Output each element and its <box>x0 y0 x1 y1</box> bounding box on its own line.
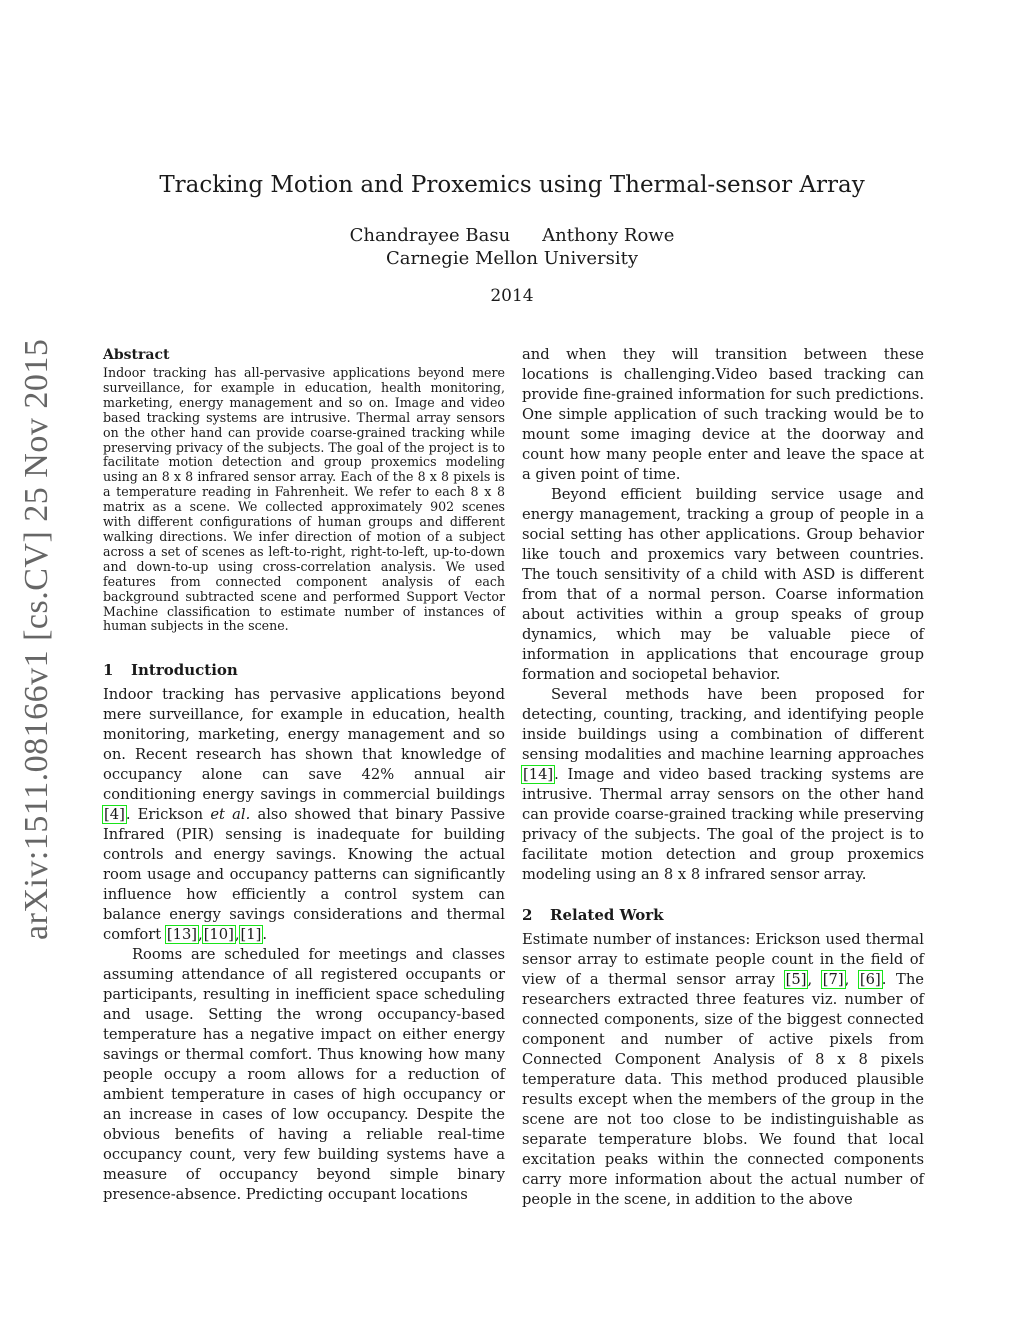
paragraph-text: Estimate number of instances: Erickson used thermal sensor array to estimate people count in the field of view of a thermal sensor array <box>522 931 924 988</box>
author-2: Anthony Rowe <box>542 225 675 246</box>
paragraph-text: . Image and video based tracking systems are intrusive. Thermal array sensors on the other hand can provide coarse-grained tracking while preserving privacy of the subjects. The goal of the project is to facilitate motion detection and group proxemics modeling using an 8 x 8 infrared sensor array. <box>522 766 924 883</box>
author-1: Chandrayee Basu <box>349 225 511 246</box>
introduction-paragraph-1 <box>103 685 505 945</box>
abstract-section <box>103 346 505 634</box>
paragraph-text: also showed that binary Passive Infrared (PIR) sensing is inadequate for building controls and energy savings. Knowing the actual room usage and occupancy patterns can significantly influence how efficiently a control system can balance energy savings considerations and thermal comfort <box>103 806 506 943</box>
separator: , <box>234 926 240 943</box>
section-number: 2 <box>522 906 533 924</box>
paragraph-text: . Erickson <box>125 806 211 823</box>
author-block <box>0 224 1024 270</box>
citation-link[interactable]: [13] <box>166 926 198 943</box>
affiliation: Carnegie Mellon University <box>385 248 639 269</box>
paper-title: Tracking Motion and Proxemics using Thermal-sensor Array <box>159 172 865 198</box>
et-al-text: et al. <box>210 806 251 823</box>
separator: , <box>198 926 203 943</box>
right-paragraph-2 <box>522 485 924 685</box>
author-names <box>0 224 1024 247</box>
paragraph-text: and when they will transition between these locations is challenging.Video based tracking can provide fine-grained information for such predictions. One simple application of such tracking would be to mount some imaging device at the doorway and count how many people enter and leave the space at a given point of time. <box>522 346 924 483</box>
citation-link[interactable]: [4] <box>104 806 125 823</box>
right-paragraph-3 <box>522 685 924 885</box>
paragraph-text: . The researchers extracted three features viz. number of connected components, size of the biggest connected component and number of active pixels from Connected Component Analysis of 8 x 8 pixels temperature data. This method produced plausible results except when the members of the group in the scene are not too close to be indistinguishable as separate temperature blobs. We found that local excitation peaks within the connected components carry more information about the actual number of people in the scene, in addition to the above <box>522 971 924 1208</box>
section-title: Introduction <box>131 661 238 679</box>
right-paragraph-1 <box>522 345 924 485</box>
citation-link[interactable]: [5] <box>785 971 807 988</box>
citation-link[interactable]: [1] <box>240 926 262 943</box>
abstract-heading: Abstract <box>103 347 170 363</box>
arxiv-identifier-stamp: arXiv:1511.08166v1 [cs.CV] 25 Nov 2015 <box>18 338 55 940</box>
citation-link[interactable]: [14] <box>523 766 554 783</box>
related-work-heading <box>522 906 664 924</box>
separator: , <box>844 971 859 988</box>
section-title: Related Work <box>550 906 664 924</box>
citation-link[interactable]: [6] <box>859 971 881 988</box>
abstract-text: Indoor tracking has all-pervasive applications beyond mere surveillance, for example in education, health monitoring, marketing, energy management and so on. Image and video based tracking systems are intrusive. Thermal array sensors on the other hand can provide coarse-grained tracking while preserving privacy of the subjects. The goal of the project is to facilitate motion detection and group proxemics modeling using an 8 x 8 infrared sensor array. Each of the 8 x 8 pixels is a temperature reading in Fahrenheit. We refer to each 8 x 8 matrix as a scene. We collected approximately 902 scenes with different configurations of human groups and different walking directions. We infer direction of motion of a subject across a set of scenes as left-to-right, right-to-left, up-to-down and down-to-up using cross-correlation analysis. We used features from connected component analysis of each background subtracted scene and performed Support Vector Machine classification to estimate number of instances of human subjects in the scene. <box>103 365 505 634</box>
publication-year: 2014 <box>490 286 534 306</box>
related-work-paragraph <box>522 930 924 1210</box>
citation-link[interactable]: [10] <box>203 926 234 943</box>
introduction-heading <box>103 661 238 679</box>
section-number: 1 <box>103 661 114 679</box>
paragraph-text: Rooms are scheduled for meetings and classes assuming attendance of all registered occupants or participants, resulting in inefficient space scheduling and usage. Setting the wrong occupancy-based temperature has a negative impact on either energy savings or thermal comfort. Thus knowing how many people occupy a room allows for a reduction of ambient temperature in cases of high occupancy or an increase in cases of low occupancy. Despite the obvious benefits of having a reliable real-time occupancy count, very few building systems have a measure of occupancy beyond simple binary presence-absence. Predicting occupant locations <box>103 946 505 1203</box>
introduction-paragraph-2 <box>103 945 505 1205</box>
separator: . <box>262 926 268 943</box>
paragraph-text: Several methods have been proposed for detecting, counting, tracking, and identifying people inside buildings using a combination of different sensing modalities and machine learning approaches <box>522 686 924 763</box>
citation-link[interactable]: [7] <box>822 971 844 988</box>
separator: , <box>807 971 822 988</box>
paragraph-text: Indoor tracking has pervasive applications beyond mere surveillance, for example in education, health monitoring, marketing, energy management and so on. Recent research has shown that knowledge of occupancy alone can save 42% annual air conditioning energy savings in commercial buildings <box>103 686 505 803</box>
paragraph-text: Beyond efficient building service usage and energy management, tracking a group of people in a social setting has other applications. Group behavior like touch and proxemics vary between countries. The touch sensitivity of a child with ASD is different from that of a normal person. Coarse information about activities within a group speaks of group dynamics, which may be valuable piece of information in applications that encourage group formation and sociopetal behavior. <box>522 486 924 683</box>
